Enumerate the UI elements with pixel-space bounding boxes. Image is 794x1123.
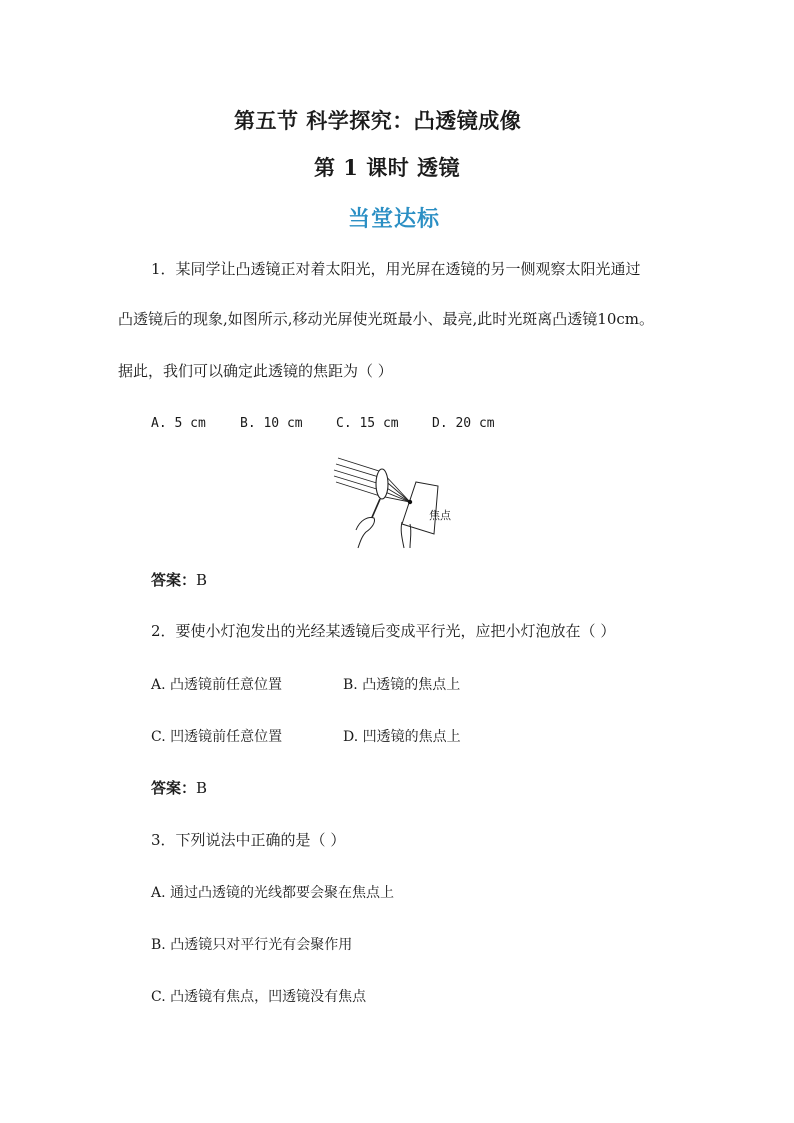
q1-option-c: C. 15 cm <box>336 416 399 431</box>
q2-option-c: C. 凹透镜前任意位置 <box>151 729 283 745</box>
q2-stem: 2．要使小灯泡发出的光经某透镜后变成平行光，应把小灯泡放在（ ） <box>151 622 616 640</box>
left-hand-shape <box>356 518 375 549</box>
focus-label: 焦点 <box>429 509 451 522</box>
q2-answer <box>151 778 207 798</box>
q1-option-b: B. 10 cm <box>240 416 303 431</box>
q2-answer-label: 答案： <box>151 779 197 797</box>
q3-option-a: A. 通过凸透镜的光线都要会聚在焦点上 <box>151 885 395 901</box>
q3-stem: 3．下列说法中正确的是（ ） <box>151 831 346 849</box>
q1-answer-value: B <box>196 571 208 589</box>
sun-rays <box>334 458 410 502</box>
focus-point <box>408 500 412 504</box>
q1-stem-line1: 1．某同学让凸透镜正对着太阳光，用光屏在透镜的另一侧观察太阳光通过 <box>151 260 641 278</box>
q3-option-c: C. 凸透镜有焦点，凹透镜没有焦点 <box>151 989 367 1005</box>
q2-answer-value: B <box>196 779 208 797</box>
q1-option-d: D. 20 cm <box>432 416 495 431</box>
lesson-title: 第 1 课时 透镜 <box>314 155 461 180</box>
q1-stem-line2: 凸透镜后的现象,如图所示,移动光屏使光斑最小、最亮,此时光斑离凸透镜10cm。 <box>118 310 655 328</box>
paper-screen <box>402 482 438 534</box>
convex-lens-figure <box>330 452 465 552</box>
section-title: 第五节 科学探究：凸透镜成像 <box>234 108 522 133</box>
q2-option-d: D. 凹透镜的焦点上 <box>343 729 461 745</box>
q2-option-a: A. 凸透镜前任意位置 <box>151 677 283 693</box>
q3-option-b: B. 凸透镜只对平行光有会聚作用 <box>151 937 353 953</box>
practice-heading: 当堂达标 <box>348 206 441 232</box>
q1-option-a: A. 5 cm <box>151 416 206 431</box>
q1-stem-line3: 据此，我们可以确定此透镜的焦距为（ ） <box>118 362 393 380</box>
lens-shape <box>376 469 388 499</box>
q1-answer <box>151 570 207 590</box>
q1-answer-label: 答案： <box>151 571 197 589</box>
q2-option-b: B. 凸透镜的焦点上 <box>343 677 461 693</box>
